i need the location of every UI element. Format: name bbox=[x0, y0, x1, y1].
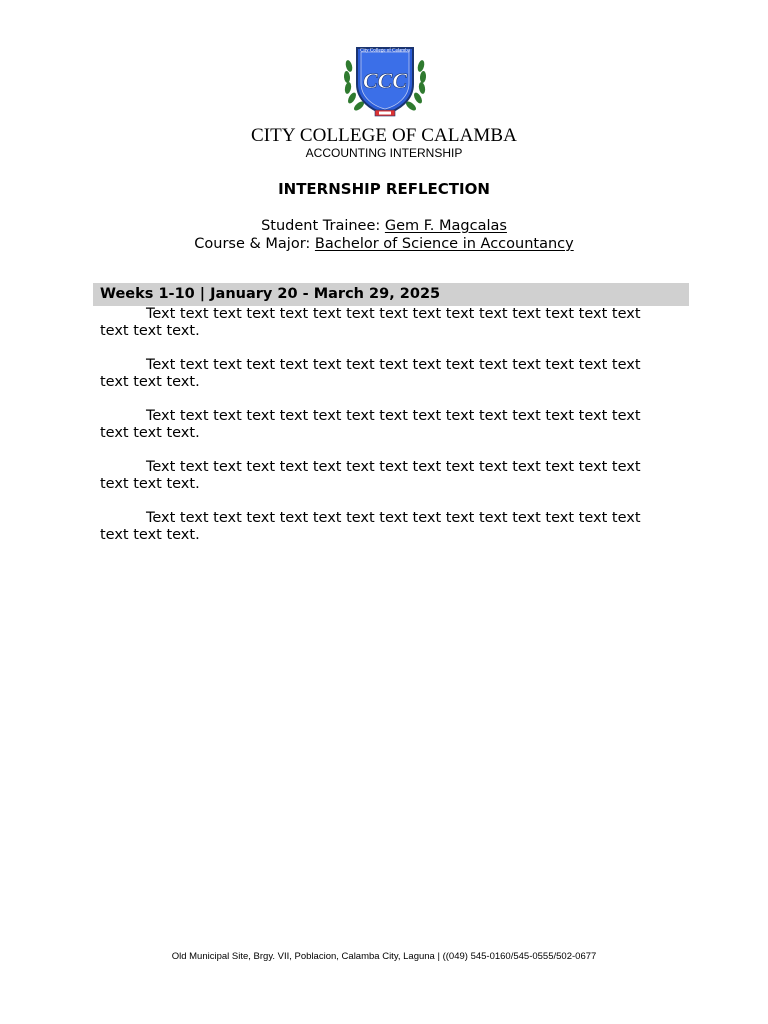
section-heading-weeks: Weeks 1-10 | January 20 - March 29, 2025 bbox=[93, 283, 689, 306]
seal-lettering: City College of Calamba bbox=[360, 48, 410, 54]
college-seal-logo bbox=[341, 44, 429, 120]
document-title: INTERNSHIP REFLECTION bbox=[278, 180, 490, 198]
course-major-name: Bachelor of Science in Accountancy bbox=[314, 236, 574, 252]
svg-text:CCC: CCC bbox=[362, 68, 408, 93]
college-name: CITY COLLEGE OF CALAMBA bbox=[250, 125, 517, 146]
reflection-paragraph: Text text text text text text text text text text text text text text text text text text. bbox=[100, 510, 641, 543]
reflection-paragraph: Text text text text text text text text text text text text text text text text text text. bbox=[100, 408, 641, 441]
student-trainee-line bbox=[0, 217, 768, 235]
course-major-label: Course & Major: bbox=[194, 236, 315, 252]
student-trainee-name: Gem F. Magcalas bbox=[384, 218, 507, 234]
reflection-paragraph: Text text text text text text text text text text text text text text text text text text. bbox=[100, 357, 641, 390]
program-name: ACCOUNTING INTERNSHIP bbox=[305, 146, 463, 160]
reflection-paragraph: Text text text text text text text text text text text text text text text text text text. bbox=[100, 306, 641, 339]
student-trainee-label: Student Trainee: bbox=[261, 218, 385, 234]
course-major-line bbox=[0, 235, 768, 253]
reflection-paragraph: Text text text text text text text text text text text text text text text text text text. bbox=[100, 459, 641, 492]
reflection-body bbox=[100, 306, 690, 561]
footer-address: Old Municipal Site, Brgy. VII, Poblacion, Calamba City, Laguna | ((049) 545-0160/545-0555/502-0677 bbox=[171, 951, 597, 962]
